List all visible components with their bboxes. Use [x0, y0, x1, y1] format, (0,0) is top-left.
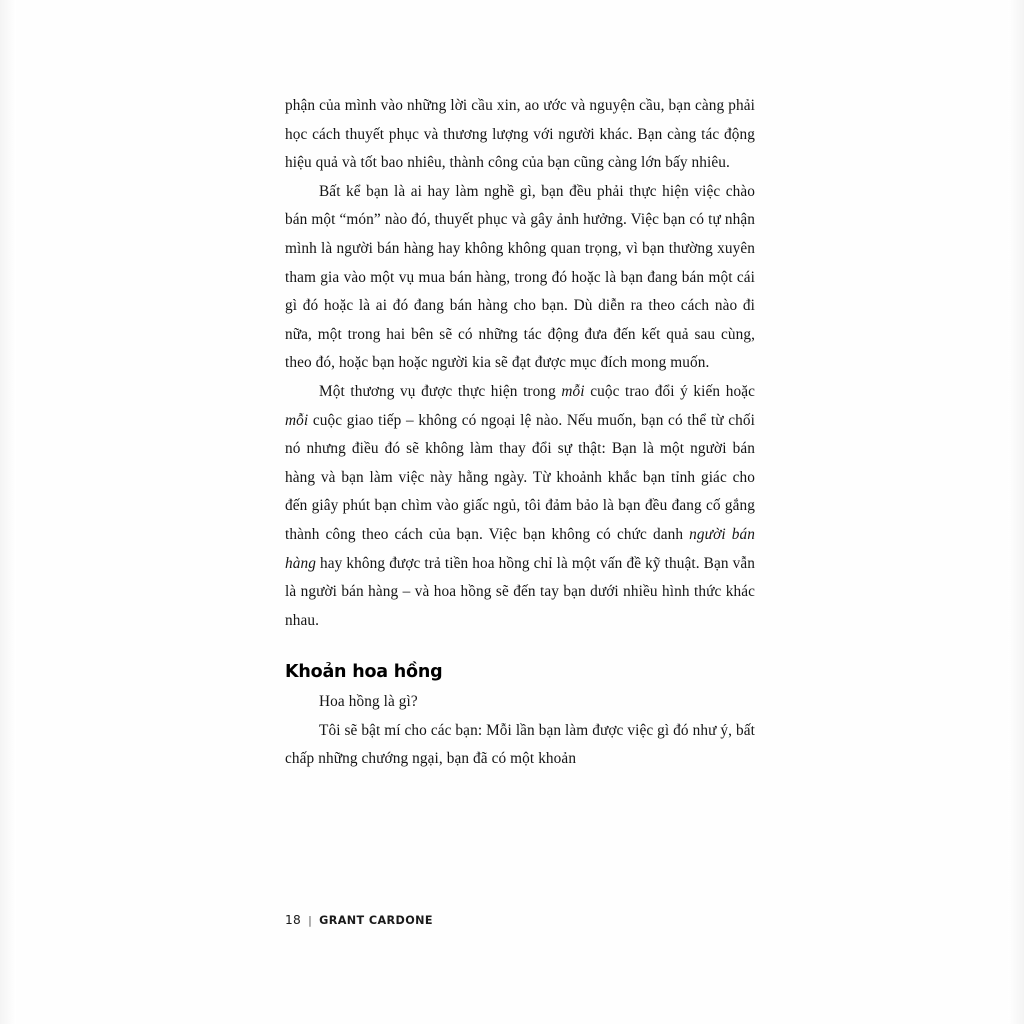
run-text: cuộc trao đổi ý kiến hoặc [584, 382, 755, 400]
footer-separator: | [308, 913, 313, 927]
run-text: Một thương vụ được thực hiện trong [319, 382, 562, 400]
paragraph: Bất kể bạn là ai hay làm nghề gì, bạn đều phải thực hiện việc chào bán một “món” nào đó, thuyết phục và gây ảnh hưởng. Việc bạn có tự nhận mình là người bán hàng hay không không quan trọng, vì bạn thường xuyên tham gia vào một vụ mua bán hàng, trong đó hoặc là bạn đang bán một cái gì đó hoặc là ai đó đang bán hàng cho bạn. Dù diễn ra theo cách nào đi nữa, một trong hai bên sẽ có những tác động đưa đến kết quả sau cùng, theo đó, hoặc bạn hoặc người kia sẽ đạt được mục đích mong muốn. [285, 182, 755, 372]
run-text: hay không được trả tiền hoa hồng chỉ là một vấn đề kỹ thuật. Bạn vẫn là người bán hàng – và hoa hồng sẽ đến tay bạn dưới nhiều hình thức khác nhau. [285, 554, 755, 629]
page-edge-right [1008, 0, 1024, 1024]
paragraph: phận của mình vào những lời cầu xin, ao ước và nguyện cầu, bạn càng phải học cách thuyết phục và thương lượng với người khác. Bạn càng tác động hiệu quả và tốt bao nhiêu, thành công của bạn cũng càng lớn bấy nhiêu. [285, 97, 755, 172]
section-heading: Khoản hoa hồng [285, 662, 443, 683]
run-italic: người bán hàng [285, 525, 755, 572]
run-italic: mỗi [285, 411, 309, 429]
page-edge-left [0, 0, 16, 1024]
page-footer [285, 913, 433, 927]
run-text: cuộc giao tiếp – không có ngoại lệ nào. Nếu muốn, bạn có thể từ chối nó nhưng điều đó sẽ không làm thay đổi sự thật: Bạn là một người bán hàng và bạn làm việc này hằng ngày. Từ khoảnh khắc bạn tỉnh giác cho đến giây phút bạn chìm vào giấc ngủ, tôi đảm bảo là bạn đều đang cố gắng thành công theo cách của bạn. Việc bạn không có chức danh [285, 411, 755, 543]
paragraph-with-italics [285, 378, 755, 635]
page-number: 18 [285, 913, 302, 927]
footer-author: GRANT CARDONE [319, 913, 433, 927]
run-italic: mỗi [561, 382, 585, 400]
text-column [285, 92, 755, 774]
paragraph: Tôi sẽ bật mí cho các bạn: Mỗi lần bạn làm được việc gì đó như ý, bất chấp những chướng ngại, bạn đã có một khoản [285, 721, 755, 768]
paragraph: Hoa hồng là gì? [319, 693, 418, 711]
